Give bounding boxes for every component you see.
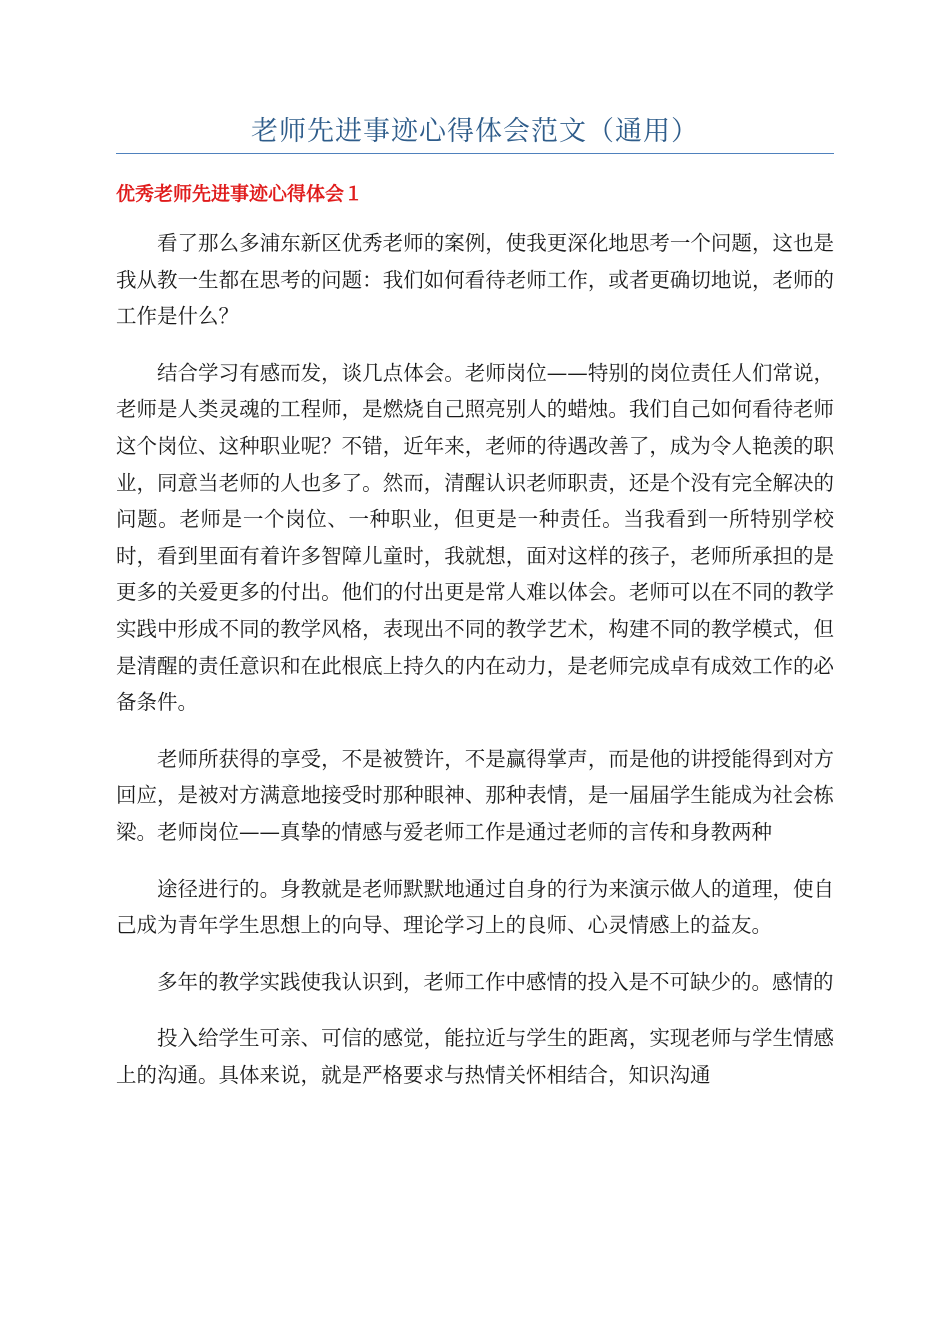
title-underline-rule	[116, 153, 834, 154]
paragraph-5: 多年的教学实践使我认识到，老师工作中感情的投入是不可缺少的。感情的	[157, 969, 834, 994]
paragraph-4: 途径进行的。身教就是老师默默地通过自身的行为来演示做人的道理，使自己成为青年学生思想上的向导、理论学习上的良师、心灵情感上的益友。	[116, 876, 834, 938]
paragraph-3: 老师所获得的享受，不是被赞许，不是赢得掌声，而是他的讲授能得到对方回应，是被对方满意地接受时那种眼神、那种表情，是一届届学生能成为社会栋梁。老师岗位——真挚的情感与爱老师工作是通过老师的言传和身教两种	[116, 746, 834, 844]
paragraph-6: 投入给学生可亲、可信的感觉，能拉近与学生的距离，实现老师与学生情感上的沟通。具体来说，就是严格要求与热情关怀相结合，知识沟通	[116, 1026, 834, 1087]
paragraph-1: 看了那么多浦东新区优秀老师的案例，使我更深化地思考一个问题，这也是我从教一生都在思考的问题：我们如何看待老师工作，或者更确切地说，老师的工作是什么？	[116, 231, 834, 329]
body-text	[116, 225, 834, 1113]
document-title: 老师先进事迹心得体会范文（通用）	[251, 116, 699, 147]
section-heading: 优秀老师先进事迹心得体会１	[116, 183, 364, 205]
paragraph-2: 结合学习有感而发，谈几点体会。老师岗位——特别的岗位责任人们常说，老师是人类灵魂的工程师，是燃烧自己照亮别人的蜡烛。我们自己如何看待老师这个岗位、这种职业呢？不错，近年来，老师的待遇改善了，成为令人艳羡的职业，同意当老师的人也多了。然而，清醒认识老师职责，还是个没有完全解决的问题。老师是一个岗位、一种职业，但更是一种责任。当我看到一所特别学校时，看到里面有着许多智障儿童时，我就想，面对这样的孩子，老师所承担的是更多的关爱更多的付出。他们的付出更是常人难以体会。老师可以在不同的教学实践中形成不同的教学风格，表现出不同的教学艺术，构建不同的教学模式，但是清醒的责任意识和在此根底上持久的内在动力，是老师完成卓有成效工作的必备条件。	[116, 360, 834, 715]
